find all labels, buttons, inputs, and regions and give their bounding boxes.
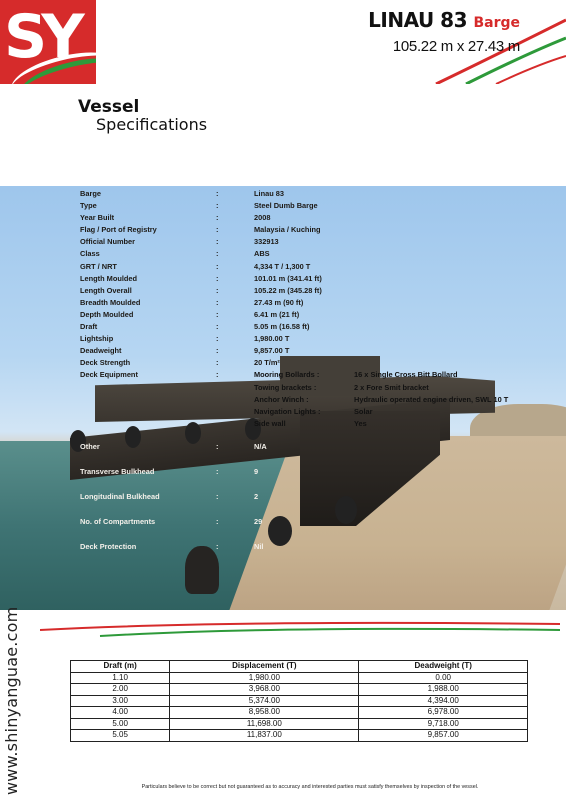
spec-label: Lightship bbox=[80, 334, 114, 344]
spec-value: Linau 83 bbox=[254, 189, 284, 198]
spec-row bbox=[80, 248, 560, 260]
table-cell: 0.00 bbox=[359, 672, 528, 684]
spec-label: Type bbox=[80, 201, 97, 211]
header-draft: Draft (m) bbox=[71, 661, 170, 673]
table-cell: 6,978.00 bbox=[359, 707, 528, 719]
spec-row bbox=[80, 261, 560, 273]
spec-value: 1,980.00 T bbox=[254, 334, 290, 344]
spec-label: Class bbox=[80, 249, 100, 259]
spec-label: Flag / Port of Registry bbox=[80, 225, 157, 235]
table-cell: 4.00 bbox=[71, 707, 170, 719]
footnote: Particulars believe to be correct but not guaranteed as to accuracy and interested parties must satisfy themselves by inspection of the vessel. bbox=[141, 784, 479, 790]
table-cell: 1.10 bbox=[71, 672, 170, 684]
spec-row bbox=[80, 188, 560, 200]
spec-value: Nil bbox=[254, 542, 264, 552]
spec-colon: : bbox=[216, 542, 219, 552]
spec-row bbox=[80, 516, 560, 528]
table-cell: 1,980.00 bbox=[170, 672, 359, 684]
spec-colon: : bbox=[216, 249, 219, 259]
spec-colon: : bbox=[216, 285, 219, 295]
spec-value: 29 bbox=[254, 517, 263, 527]
spec-value: 2 bbox=[254, 492, 259, 502]
spec-label: GRT / NRT bbox=[80, 261, 117, 271]
spec-row bbox=[80, 200, 560, 212]
deck-equipment-name: Side wall bbox=[254, 418, 286, 428]
spec-label: Official Number bbox=[80, 237, 136, 247]
spec-colon: : bbox=[216, 492, 219, 502]
vessel-dimensions: 105.22 m x 27.43 m bbox=[392, 38, 520, 55]
deck-equipment-item bbox=[254, 369, 508, 381]
spec-row bbox=[80, 357, 560, 369]
spec-colon: : bbox=[216, 322, 219, 332]
spec-row bbox=[80, 466, 560, 478]
spec-colon: : bbox=[216, 189, 219, 198]
table-row bbox=[71, 695, 528, 707]
deck-equipment-desc: Solar bbox=[354, 406, 373, 416]
deck-equipment-desc: 2 x Fore Smit bracket bbox=[354, 382, 429, 392]
spec-value: ABS bbox=[254, 249, 270, 259]
table-cell: 5.05 bbox=[71, 730, 170, 742]
vessel-title bbox=[368, 8, 520, 55]
spec-value: 332913 bbox=[254, 237, 279, 247]
spec-colon: : bbox=[216, 261, 219, 271]
spec-value: 101.01 m (341.41 ft) bbox=[254, 273, 322, 283]
table-cell: 2.00 bbox=[71, 684, 170, 696]
table-cell: 9,718.00 bbox=[359, 718, 528, 730]
spec-label: Other bbox=[80, 441, 100, 451]
spec-colon: : bbox=[216, 370, 219, 380]
deck-equipment-item bbox=[254, 418, 508, 430]
table-cell: 9,857.00 bbox=[359, 730, 528, 742]
section-heading bbox=[78, 98, 207, 134]
vessel-type: Barge bbox=[473, 15, 520, 31]
spec-label: Longitudinal Bulkhead bbox=[80, 492, 160, 502]
spec-colon: : bbox=[216, 297, 219, 307]
spec-colon: : bbox=[216, 466, 219, 476]
spec-row bbox=[80, 224, 560, 236]
draft-table bbox=[70, 660, 528, 742]
deck-equipment-desc: Yes bbox=[354, 418, 367, 428]
spec-value: 20 T/m² bbox=[254, 358, 280, 368]
spec-colon: : bbox=[216, 273, 219, 283]
spec-row bbox=[80, 236, 560, 248]
spec-row bbox=[80, 212, 560, 224]
table-row bbox=[71, 718, 528, 730]
company-website: www.shinyanguae.com bbox=[2, 606, 21, 795]
spec-colon: : bbox=[216, 346, 219, 356]
table-cell: 3,968.00 bbox=[170, 684, 359, 696]
draft-table-header bbox=[71, 661, 528, 673]
spec-value: 5.05 m (16.58 ft) bbox=[254, 322, 310, 332]
spec-upper bbox=[80, 188, 560, 369]
logo-letters: SY bbox=[4, 2, 79, 72]
table-cell: 4,394.00 bbox=[359, 695, 528, 707]
spec-row bbox=[80, 345, 560, 357]
spec-colon: : bbox=[216, 213, 219, 223]
table-cell: 8,958.00 bbox=[170, 707, 359, 719]
spec-label: Length Overall bbox=[80, 285, 132, 295]
spec-value: 9 bbox=[254, 466, 259, 476]
spec-value: Steel Dumb Barge bbox=[254, 201, 318, 211]
table-cell: 1,988.00 bbox=[359, 684, 528, 696]
spec-lower bbox=[80, 441, 560, 553]
deck-equipment-item bbox=[254, 382, 508, 394]
spec-row bbox=[80, 441, 560, 453]
spec-row bbox=[80, 309, 560, 321]
spec-row bbox=[80, 541, 560, 553]
table-cell: 3.00 bbox=[71, 695, 170, 707]
spec-label: Year Built bbox=[80, 213, 115, 223]
table-row bbox=[71, 684, 528, 696]
spec-value: 105.22 m (345.28 ft) bbox=[254, 285, 322, 295]
spec-value: 6.41 m (21 ft) bbox=[254, 309, 300, 319]
company-logo bbox=[0, 0, 96, 84]
spec-value: 27.43 m (90 ft) bbox=[254, 297, 304, 307]
spec-label: Draft bbox=[80, 322, 98, 332]
spec-label: Deadweight bbox=[80, 346, 122, 356]
spec-colon: : bbox=[216, 225, 219, 235]
spec-value: N/A bbox=[254, 441, 267, 451]
draft-table-body bbox=[71, 672, 528, 741]
spec-value: 9,857.00 T bbox=[254, 346, 290, 356]
spec-colon: : bbox=[216, 201, 219, 211]
spec-value: Malaysia / Kuching bbox=[254, 225, 321, 235]
deck-equipment-name: Mooring Bollards : bbox=[254, 370, 320, 380]
deck-equipment-desc: Hydraulic operated engine driven, SWL 10 T bbox=[354, 394, 509, 404]
spec-colon: : bbox=[216, 237, 219, 247]
spec-value: 4,334 T / 1,300 T bbox=[254, 261, 311, 271]
spec-row bbox=[80, 273, 560, 285]
spec-label: Transverse Bulkhead bbox=[80, 466, 155, 476]
spec-colon: : bbox=[216, 358, 219, 368]
heading-vessel: Vessel bbox=[78, 97, 140, 117]
header-deadweight: Deadweight (T) bbox=[359, 661, 528, 673]
deck-equipment-item bbox=[254, 406, 508, 418]
spec-label: Length Moulded bbox=[80, 273, 138, 283]
header-displacement: Displacement (T) bbox=[170, 661, 359, 673]
spec-table bbox=[80, 188, 560, 553]
heading-specifications: Specifications bbox=[96, 115, 208, 134]
table-row bbox=[71, 672, 528, 684]
spec-label: Breadth Moulded bbox=[80, 297, 141, 307]
deck-equipment-desc: 16 x Single Cross Bitt Bollard bbox=[354, 370, 458, 380]
spec-label: Barge bbox=[80, 189, 101, 198]
spec-row bbox=[80, 321, 560, 333]
spec-colon: : bbox=[216, 517, 219, 527]
section-divider bbox=[40, 620, 560, 640]
table-cell: 11,698.00 bbox=[170, 718, 359, 730]
spec-row bbox=[80, 333, 560, 345]
spec-deck-equipment bbox=[80, 369, 560, 429]
spec-label: Deck Protection bbox=[80, 542, 137, 552]
spec-row bbox=[80, 285, 560, 297]
spec-colon: : bbox=[216, 334, 219, 344]
spec-label: No. of Compartments bbox=[80, 517, 156, 527]
spec-row bbox=[80, 297, 560, 309]
deck-equipment-name: Anchor Winch : bbox=[254, 394, 309, 404]
vessel-name: LINAU 83 bbox=[368, 8, 467, 32]
spec-value: 2008 bbox=[254, 213, 271, 223]
spec-row bbox=[80, 491, 560, 503]
table-cell: 5,374.00 bbox=[170, 695, 359, 707]
spec-label: Deck Strength bbox=[80, 358, 131, 368]
deck-equipment-name: Towing brackets : bbox=[254, 382, 317, 392]
table-row bbox=[71, 730, 528, 742]
spec-label: Deck Equipment bbox=[80, 370, 138, 380]
table-cell: 11,837.00 bbox=[170, 730, 359, 742]
table-cell: 5.00 bbox=[71, 718, 170, 730]
spec-colon: : bbox=[216, 309, 219, 319]
spec-colon: : bbox=[216, 441, 219, 451]
deck-equipment-item bbox=[254, 394, 508, 406]
table-row bbox=[71, 707, 528, 719]
deck-equipment-name: Navigation Lights : bbox=[254, 406, 321, 416]
deck-equipment-list bbox=[254, 369, 508, 429]
spec-label: Depth Moulded bbox=[80, 309, 134, 319]
